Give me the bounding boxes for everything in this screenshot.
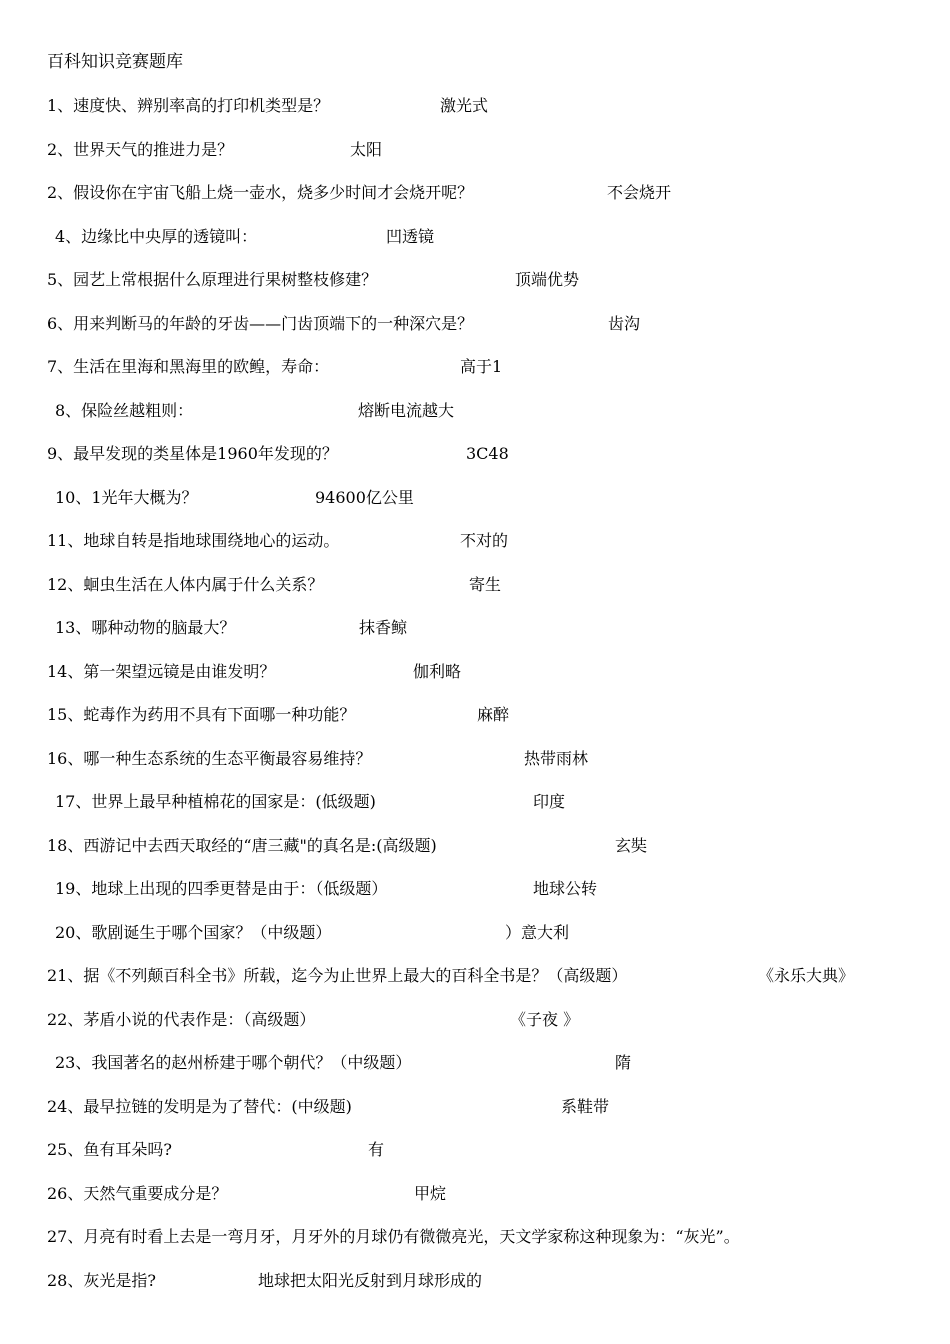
answer-text: 熔断电流越大 [358,401,455,420]
answer-text: 地球把太阳光反射到月球形成的 [258,1271,483,1290]
question-text: 14、第一架望远镜是由谁发明？ [47,662,276,681]
question-text: 1、速度快、辨别率高的打印机类型是？ [47,96,330,115]
answer-text: 隋 [615,1053,632,1072]
question-text: 17、世界上最早种植棉花的国家是：(低级题) [55,792,376,811]
question-row [0,659,950,685]
answer-text: 顶端优势 [515,270,580,289]
answer-text: 寄生 [469,575,502,594]
answer-text: 3C48 [466,444,509,463]
answer-text: 凹透镜 [386,227,435,246]
question-text: 6、用来判断马的年龄的牙齿——门齿顶端下的一种深穴是？ [47,314,474,333]
question-text: 4、边缘比中央厚的透镜叫： [55,227,258,246]
answer-text: 玄奘 [615,836,648,855]
question-text: 2、世界天气的推进力是？ [47,140,234,159]
answer-text: 94600亿公里 [315,488,414,507]
answer-text: 激光式 [440,96,489,115]
document-title: 百科知识竞赛题库 [47,52,183,72]
question-text: 13、哪种动物的脑最大？ [55,618,236,637]
question-row [0,267,950,293]
question-text: 5、园艺上常根据什么原理进行果树整枝修建？ [47,270,378,289]
question-text: 19、地球上出现的四季更替是由于：（低级题） [55,879,388,898]
question-text: 10、1光年大概为？ [55,488,198,507]
question-text: 16、哪一种生态系统的生态平衡最容易维持？ [47,749,372,768]
question-text: 28、灰光是指? [47,1271,156,1290]
question-row [0,963,950,989]
question-row [0,1137,950,1163]
question-text: 8、保险丝越粗则： [55,401,194,420]
answer-text: 齿沟 [608,314,641,333]
question-text: 26、天然气重要成分是？ [47,1184,228,1203]
question-row [0,746,950,772]
question-row [0,441,950,467]
question-row [0,789,950,815]
question-row [0,93,950,119]
question-row [0,920,950,946]
answer-text: 麻醉 [477,705,510,724]
answer-text: 印度 [533,792,566,811]
question-row [0,180,950,206]
question-text: 7、生活在里海和黑海里的欧鳇，寿命： [47,357,330,376]
answer-text: 热带雨林 [524,749,589,768]
question-row [0,1094,950,1120]
answer-text: 伽利略 [413,662,462,681]
answer-text: 甲烷 [414,1184,447,1203]
answer-text: 《永乐大典》 [758,966,855,985]
question-text: 23、我国著名的赵州桥建于哪个朝代？（中级题） [55,1053,412,1072]
question-row [0,615,950,641]
question-row [0,224,950,250]
question-row [0,485,950,511]
question-row [0,137,950,163]
question-text: 12、蛔虫生活在人体内属于什么关系？ [47,575,324,594]
question-text: 24、最早拉链的发明是为了替代：(中级题) [47,1097,352,1116]
question-row [0,833,950,859]
question-text: 15、蛇毒作为药用不具有下面哪一种功能？ [47,705,356,724]
question-row [0,572,950,598]
question-text: 18、西游记中去西天取经的“唐三藏"的真名是:(高级题) [47,836,437,855]
question-text: 21、据《不列颠百科全书》所载，迄今为止世界上最大的百科全书是？（高级题） [47,966,628,985]
answer-text: 不对的 [460,531,509,550]
question-text: 20、歌剧诞生于哪个国家？（中级题） [55,923,332,942]
answer-text: 太阳 [350,140,383,159]
answer-text: ）意大利 [505,923,570,942]
answer-text: 地球公转 [533,879,598,898]
question-row [0,311,950,337]
question-row [0,702,950,728]
answer-text: 有 [368,1140,385,1159]
question-text: 9、最早发现的类星体是1960年发现的？ [47,444,338,463]
question-text: 2、假设你在宇宙飞船上烧一壶水，烧多少时间才会烧开呢？ [47,183,474,202]
question-row [0,876,950,902]
question-row [0,354,950,380]
question-text: 22、茅盾小说的代表作是：（高级题） [47,1010,316,1029]
question-row [0,1181,950,1207]
question-row [0,1007,950,1033]
question-text: 25、鱼有耳朵吗? [47,1140,172,1159]
answer-text: 不会烧开 [607,183,672,202]
answer-text: 《子夜 》 [510,1010,580,1029]
question-row [0,528,950,554]
question-text: 11、地球自转是指地球围绕地心的运动。 [47,531,340,550]
question-row [0,1268,950,1294]
answer-text: 高于1 [460,357,503,376]
question-row [0,398,950,424]
question-row [0,1224,950,1250]
question-text: 27、月亮有时看上去是一弯月牙，月牙外的月球仍有微微亮光，天文学家称这种现象为：“灰光”。 [47,1227,740,1246]
question-row [0,1050,950,1076]
answer-text: 系鞋带 [561,1097,610,1116]
answer-text: 抹香鲸 [359,618,408,637]
